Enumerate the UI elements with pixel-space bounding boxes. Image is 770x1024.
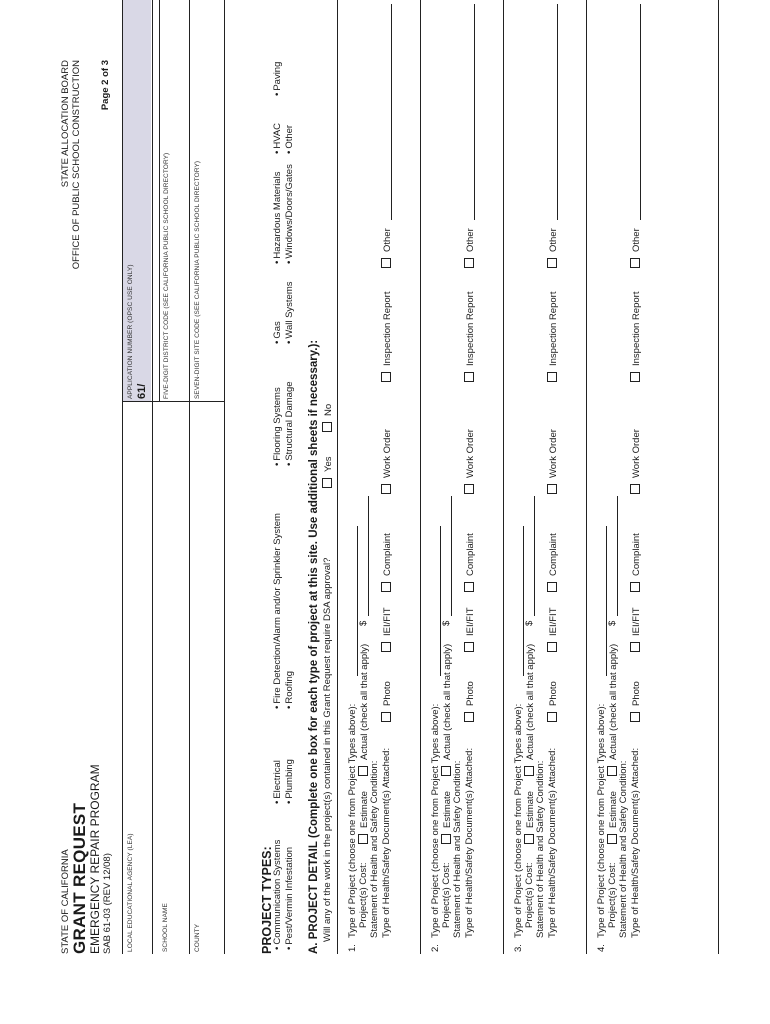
doc-checkbox[interactable] xyxy=(381,712,391,722)
doc-option-label: Other xyxy=(465,228,476,252)
doc-option-label: IEI/FIT xyxy=(631,607,642,636)
doc-checkbox[interactable] xyxy=(464,484,474,494)
actual-label: Actual (check all that apply) xyxy=(608,643,619,760)
grid-line xyxy=(159,0,160,402)
actual-checkbox[interactable] xyxy=(607,766,617,776)
estimate-label: Estimate xyxy=(608,791,619,828)
doc-option-label: Complaint xyxy=(382,533,393,576)
grid-line xyxy=(152,0,153,954)
yes-label: Yes xyxy=(323,456,334,472)
doc-option-inspection-report[interactable] xyxy=(547,292,559,382)
estimate-label: Estimate xyxy=(442,791,453,828)
item-top-rule xyxy=(503,0,504,954)
doc-checkbox[interactable] xyxy=(381,258,391,268)
doc-option-other[interactable] xyxy=(547,228,559,268)
form-number: SAB 61-03 (REV 12/08) xyxy=(102,853,113,954)
dollar-sign: $ xyxy=(358,620,369,626)
doc-option-work-order[interactable] xyxy=(464,429,476,494)
doc-option-label: Other xyxy=(548,228,559,252)
doc-checkbox[interactable] xyxy=(630,712,640,722)
ptype-flooring: • Flooring Systems xyxy=(272,387,283,466)
school-name-label: SCHOOL NAME xyxy=(162,903,169,952)
doc-option-complaint[interactable] xyxy=(464,533,476,592)
dsa-question: Will any of the work in the project(s) contained in this Grant Request require DSA approval? xyxy=(322,557,333,942)
doc-option-complaint[interactable] xyxy=(630,533,642,592)
estimate-checkbox[interactable] xyxy=(524,834,534,844)
grid-divider xyxy=(122,401,224,402)
cost-label: Project(s) Cost: xyxy=(607,862,618,928)
doc-checkbox[interactable] xyxy=(464,258,474,268)
item-number: 4. xyxy=(596,944,607,952)
ptype-fire: • Fire Detection/Alarm and/or Sprinkler System xyxy=(272,513,283,709)
doc-checkbox[interactable] xyxy=(464,712,474,722)
doc-option-inspection-report[interactable] xyxy=(381,292,393,382)
estimate-label: Estimate xyxy=(359,791,370,828)
dsa-yes[interactable] xyxy=(322,457,334,489)
type-of-project-field[interactable] xyxy=(596,526,607,676)
doc-option-label: Inspection Report xyxy=(465,291,476,366)
other-doc-field[interactable] xyxy=(630,4,641,220)
docs-label: Type of Health/Safety Document(s) Attached: xyxy=(547,747,558,938)
doc-option-iei-fit[interactable] xyxy=(381,608,393,653)
program-name: EMERGENCY REPAIR PROGRAM xyxy=(88,764,102,954)
type-of-project-label: Type of Project (choose one from Project Types above): xyxy=(513,703,524,938)
doc-checkbox[interactable] xyxy=(630,642,640,652)
grid-line xyxy=(224,0,225,954)
doc-option-label: Photo xyxy=(382,681,393,706)
actual-label: Actual (check all that apply) xyxy=(359,643,370,760)
section-a-heading: A. PROJECT DETAIL (Complete one box for each type of project at this site. Use additional sheets if necessary.): xyxy=(308,339,320,954)
grid-line xyxy=(189,0,190,954)
doc-option-work-order[interactable] xyxy=(547,429,559,494)
dsa-no[interactable] xyxy=(322,404,334,432)
estimate-checkbox[interactable] xyxy=(607,834,617,844)
type-of-project-field[interactable] xyxy=(430,526,441,676)
item-top-rule xyxy=(586,0,587,954)
doc-option-label: IEI/FIT xyxy=(548,607,559,636)
doc-option-label: Other xyxy=(382,228,393,252)
doc-option-photo[interactable] xyxy=(464,681,476,722)
ptype-gas: • Gas xyxy=(272,321,283,344)
ptype-hvac: • HVAC xyxy=(272,123,283,154)
actual-checkbox[interactable] xyxy=(441,766,451,776)
actual-option[interactable] xyxy=(441,644,453,776)
doc-checkbox[interactable] xyxy=(547,712,557,722)
lea-label: LOCAL EDUCATIONAL AGENCY (LEA) xyxy=(127,833,134,952)
statement-label: Statement of Health and Safety Condition: xyxy=(452,760,463,938)
ptype-electrical: • Electrical xyxy=(272,760,283,804)
doc-option-label: IEI/FIT xyxy=(382,607,393,636)
district-code-label: FIVE-DIGIT DISTRICT CODE (SEE CALIFORNIA PUBLIC SCHOOL DIRECTORY) xyxy=(163,152,170,399)
dollar-sign: $ xyxy=(607,620,618,626)
dollar-sign: $ xyxy=(441,620,452,626)
actual-checkbox[interactable] xyxy=(358,766,368,776)
estimate-checkbox[interactable] xyxy=(441,834,451,844)
ptype-hazardous: • Hazardous Materials xyxy=(272,172,283,264)
app-number-value: 61/ xyxy=(136,383,148,399)
doc-option-label: Complaint xyxy=(548,533,559,576)
cost-label: Project(s) Cost: xyxy=(524,862,535,928)
doc-option-label: Other xyxy=(631,228,642,252)
cost-amount-field[interactable] xyxy=(607,496,618,616)
doc-checkbox[interactable] xyxy=(381,484,391,494)
doc-checkbox[interactable] xyxy=(547,484,557,494)
ptype-paving: • Paving xyxy=(272,62,283,96)
ptype-communication: • Communication Systems xyxy=(272,840,283,950)
doc-checkbox[interactable] xyxy=(630,258,640,268)
estimate-label: Estimate xyxy=(525,791,536,828)
ptype-other: • Other xyxy=(284,125,295,154)
type-of-project-field[interactable] xyxy=(347,526,358,676)
doc-option-label: Photo xyxy=(631,681,642,706)
type-of-project-label: Type of Project (choose one from Project Types above): xyxy=(430,703,441,938)
doc-option-label: Photo xyxy=(548,681,559,706)
doc-option-label: Work Order xyxy=(382,429,393,478)
agency-name: STATE ALLOCATION BOARD xyxy=(60,60,71,188)
doc-option-inspection-report[interactable] xyxy=(630,292,642,382)
statement-label: Statement of Health and Safety Condition: xyxy=(369,760,380,938)
other-doc-field[interactable] xyxy=(381,4,392,220)
ptype-structural: • Structural Damage xyxy=(284,381,295,466)
doc-checkbox[interactable] xyxy=(381,642,391,652)
item-top-rule xyxy=(420,0,421,954)
doc-checkbox[interactable] xyxy=(547,582,557,592)
ptype-windows: • Windows/Doors/Gates xyxy=(284,164,295,264)
ptype-wall: • Wall Systems xyxy=(284,281,295,344)
doc-option-label: Complaint xyxy=(465,533,476,576)
other-doc-field[interactable] xyxy=(547,4,558,220)
state-label: STATE OF CALIFORNIA xyxy=(60,849,71,954)
actual-label: Actual (check all that apply) xyxy=(442,643,453,760)
project-types-heading: PROJECT TYPES: xyxy=(260,846,274,954)
ptype-pest: • Pest/Vermin Infestation xyxy=(284,847,295,950)
doc-option-photo[interactable] xyxy=(381,681,393,722)
actual-option[interactable] xyxy=(607,644,619,776)
doc-option-iei-fit[interactable] xyxy=(630,608,642,653)
estimate-checkbox[interactable] xyxy=(358,834,368,844)
doc-option-photo[interactable] xyxy=(630,681,642,722)
cost-label: Project(s) Cost: xyxy=(441,862,452,928)
statement-label: Statement of Health and Safety Condition: xyxy=(535,760,546,938)
doc-option-other[interactable] xyxy=(464,228,476,268)
doc-option-label: Inspection Report xyxy=(548,291,559,366)
doc-checkbox[interactable] xyxy=(464,372,474,382)
yes-checkbox[interactable] xyxy=(322,478,332,488)
doc-option-complaint[interactable] xyxy=(547,533,559,592)
ptype-plumbing: • Plumbing xyxy=(284,759,295,804)
type-of-project-label: Type of Project (choose one from Project Types above): xyxy=(347,703,358,938)
app-number-label: APPLICATION NUMBER (OPSC USE ONLY) xyxy=(127,264,134,399)
doc-checkbox[interactable] xyxy=(547,642,557,652)
dollar-sign: $ xyxy=(524,620,535,626)
doc-checkbox[interactable] xyxy=(630,484,640,494)
bottom-rule xyxy=(718,0,719,954)
item-number: 1. xyxy=(347,944,358,952)
other-doc-field[interactable] xyxy=(464,4,475,220)
form-title: GRANT REQUEST xyxy=(70,802,89,954)
doc-checkbox[interactable] xyxy=(547,258,557,268)
county-label: COUNTY xyxy=(194,923,201,952)
doc-option-label: Work Order xyxy=(548,429,559,478)
actual-label: Actual (check all that apply) xyxy=(525,643,536,760)
doc-option-iei-fit[interactable] xyxy=(464,608,476,653)
page-number: Page 2 of 3 xyxy=(100,60,111,111)
actual-option[interactable] xyxy=(358,644,370,776)
no-checkbox[interactable] xyxy=(322,422,332,432)
doc-option-label: Inspection Report xyxy=(382,291,393,366)
ptype-roofing: • Roofing xyxy=(284,671,295,709)
item-number: 3. xyxy=(513,944,524,952)
actual-option[interactable] xyxy=(524,644,536,776)
doc-checkbox[interactable] xyxy=(464,582,474,592)
doc-option-complaint[interactable] xyxy=(381,533,393,592)
item-top-rule xyxy=(337,0,338,954)
doc-option-label: Complaint xyxy=(631,533,642,576)
doc-checkbox[interactable] xyxy=(381,582,391,592)
doc-checkbox[interactable] xyxy=(464,642,474,652)
doc-option-label: Work Order xyxy=(465,429,476,478)
type-of-project-label: Type of Project (choose one from Project Types above): xyxy=(596,703,607,938)
no-label: No xyxy=(323,403,334,416)
type-of-project-field[interactable] xyxy=(513,526,524,676)
doc-option-label: Photo xyxy=(465,681,476,706)
agency-office: OFFICE OF PUBLIC SCHOOL CONSTRUCTION xyxy=(71,60,82,270)
doc-option-label: Work Order xyxy=(631,429,642,478)
doc-option-work-order[interactable] xyxy=(630,429,642,494)
actual-checkbox[interactable] xyxy=(524,766,534,776)
site-code-label: SEVEN-DIGIT SITE CODE (SEE CALIFORNIA PUBLIC SCHOOL DIRECTORY) xyxy=(194,160,201,399)
doc-option-inspection-report[interactable] xyxy=(464,292,476,382)
doc-option-other[interactable] xyxy=(630,228,642,268)
item-number: 2. xyxy=(430,944,441,952)
doc-option-work-order[interactable] xyxy=(381,429,393,494)
statement-label: Statement of Health and Safety Condition: xyxy=(618,760,629,938)
doc-checkbox[interactable] xyxy=(630,582,640,592)
docs-label: Type of Health/Safety Document(s) Attached: xyxy=(381,747,392,938)
doc-option-iei-fit[interactable] xyxy=(547,608,559,653)
doc-option-other[interactable] xyxy=(381,228,393,268)
docs-label: Type of Health/Safety Document(s) Attached: xyxy=(464,747,475,938)
doc-checkbox[interactable] xyxy=(547,372,557,382)
cost-amount-field[interactable] xyxy=(358,496,369,616)
cost-label: Project(s) Cost: xyxy=(358,862,369,928)
doc-checkbox[interactable] xyxy=(381,372,391,382)
doc-checkbox[interactable] xyxy=(630,372,640,382)
doc-option-label: Inspection Report xyxy=(631,291,642,366)
docs-label: Type of Health/Safety Document(s) Attached: xyxy=(630,747,641,938)
doc-option-label: IEI/FIT xyxy=(465,607,476,636)
cost-amount-field[interactable] xyxy=(524,496,535,616)
doc-option-photo[interactable] xyxy=(547,681,559,722)
cost-amount-field[interactable] xyxy=(441,496,452,616)
